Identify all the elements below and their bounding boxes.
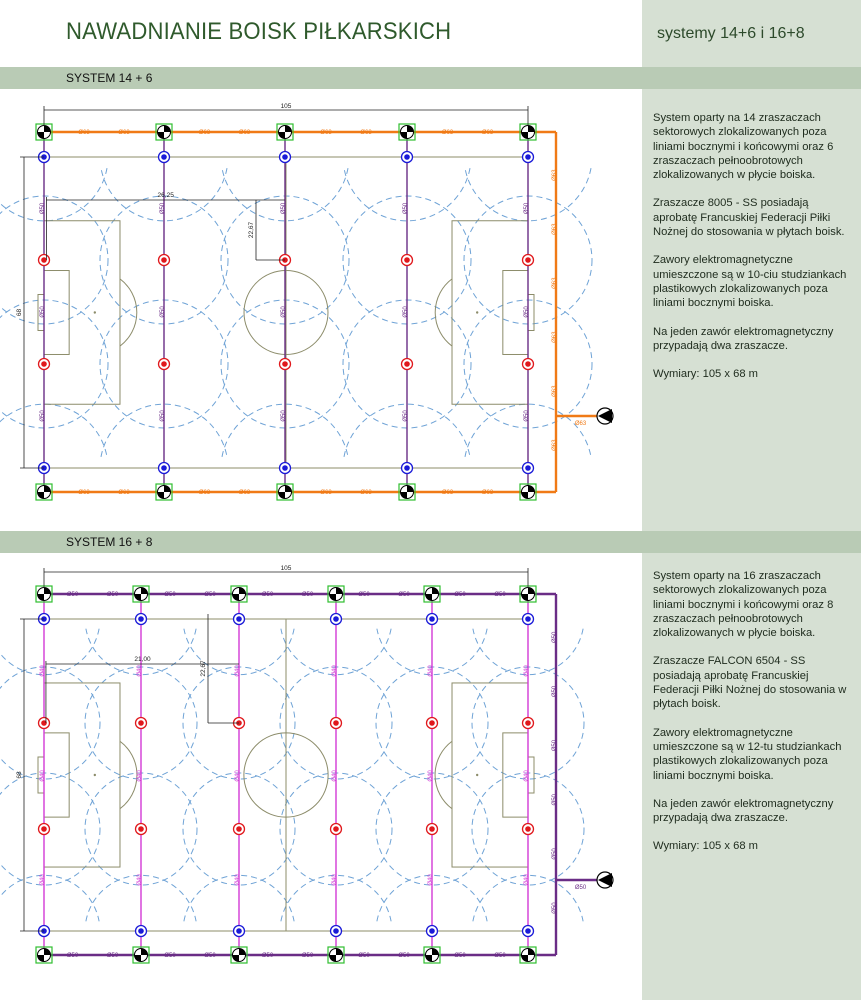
sprinkler-dot (525, 154, 531, 160)
sprinkler-quadrant (528, 949, 535, 956)
sprinkler-dot (429, 616, 435, 622)
sprinkler-dot (161, 361, 167, 367)
system-2-description (653, 569, 853, 868)
spacing-y-label: 22,67 (200, 660, 207, 677)
lateral-pipe-label: Ø40 (332, 665, 338, 677)
lateral-pipe-label: Ø40 (332, 874, 338, 886)
lateral-pipe-label: Ø40 (40, 874, 46, 886)
sprinkler-quadrant (44, 486, 51, 493)
sprinkler-quadrant (233, 594, 240, 601)
sprinkler-quadrant (164, 126, 171, 133)
full-circle-sprinkler-icon (523, 824, 534, 835)
sprinkler-dot (282, 361, 288, 367)
sprinkler-dot (236, 616, 242, 622)
sprinkler-dot (525, 465, 531, 471)
penalty-arc (435, 741, 452, 809)
coverage-arc (0, 629, 99, 675)
main-pipe-label: Ø63 (552, 439, 558, 451)
lateral-pipe-label: Ø40 (235, 770, 241, 782)
sprinkler-quadrant (522, 955, 529, 962)
sprinkler-dot (161, 257, 167, 263)
page-title: NAWADNIANIE BOISK PIŁKARSKICH (66, 18, 452, 45)
sprinkler-quadrant (141, 949, 148, 956)
sprinkler-dot (525, 928, 531, 934)
main-pipe-label: Ø63 (198, 490, 211, 496)
system-1-desc-paragraph: Zraszacze 8005 - SS posiadają aprobatę Francuskiej Federacji Piłki Nożnej do stosowania w płytach boisk. (653, 197, 845, 239)
lateral-pipe-label: Ø40 (137, 874, 143, 886)
sprinkler-quadrant (528, 588, 535, 595)
main-pipe-label: Ø50 (398, 953, 410, 959)
main-pipe-label: Ø50 (454, 953, 466, 959)
full-circle-sprinkler-icon (402, 255, 413, 266)
main-pipe-label: Ø50 (574, 885, 587, 891)
sprinkler-dot (525, 257, 531, 263)
lateral-pipe-label: Ø40 (524, 770, 530, 782)
lateral-pipe-label: Ø40 (235, 874, 241, 886)
sprinkler-dot (525, 826, 531, 832)
main-pipe-label: Ø50 (552, 902, 558, 914)
sprinkler-dot (333, 928, 339, 934)
sprinkler-quadrant (239, 949, 246, 956)
main-pipe-label: Ø63 (441, 490, 454, 496)
main-pipe-label: Ø50 (66, 953, 79, 959)
sector-sprinkler-icon (328, 586, 344, 602)
full-circle-sprinkler-icon (402, 463, 413, 474)
pipe-network (40, 130, 597, 496)
sprinkler-quadrant (38, 594, 45, 601)
sprinkler-quadrant (135, 594, 142, 601)
full-circle-sprinkler-icon (331, 718, 342, 729)
sprinkler-quadrant (330, 955, 337, 962)
pump-arrow-icon (597, 408, 613, 424)
lateral-pipe-label: Ø50 (403, 410, 409, 422)
coverage-arc (0, 404, 107, 457)
main-pipe-label: Ø50 (66, 592, 79, 598)
sprinkler-quadrant (407, 486, 414, 493)
full-circle-sprinkler-icon (427, 614, 438, 625)
sprinkler-quadrant (38, 132, 45, 139)
spacing-x-label: 26,25 (157, 192, 174, 199)
sector-sprinkler-icon (520, 484, 536, 500)
sector-sprinkler-icon (231, 586, 247, 602)
lateral-pipe-label: Ø40 (428, 665, 434, 677)
sprinkler-dot (429, 720, 435, 726)
main-pipe-label: Ø63 (552, 277, 558, 289)
sector-sprinkler-icon (520, 947, 536, 963)
lateral-pipe-label: Ø50 (160, 202, 166, 215)
main-pipe-label: Ø50 (494, 953, 506, 959)
coverage-arc (0, 875, 99, 921)
coverage-circle (0, 196, 108, 324)
main-pipe-label: Ø63 (360, 490, 372, 496)
main-pipe-label: Ø63 (441, 130, 454, 136)
spacing-x-label: 21,00 (134, 656, 151, 663)
system-2-desc-paragraph: Na jeden zawór elektromagnetyczny przypadają dwa zraszacze. (653, 797, 834, 825)
system-1-section-band (0, 67, 861, 89)
full-circle-sprinkler-icon (159, 359, 170, 370)
sprinkler-dot (333, 720, 339, 726)
system-1-desc-paragraph: Wymiary: 105 x 68 m (653, 368, 758, 381)
sector-sprinkler-icon (424, 947, 440, 963)
sprinkler-dot (525, 361, 531, 367)
sprinkler-dot (41, 826, 47, 832)
lateral-pipe-label: Ø40 (235, 665, 241, 677)
sprinkler-dot (161, 154, 167, 160)
sprinkler-quadrant (38, 955, 45, 962)
system-1-irrigation-plan (0, 96, 640, 516)
sprinkler-dot (161, 465, 167, 471)
system-2-section-band (0, 531, 861, 553)
football-field (38, 619, 534, 931)
main-pipe-label: Ø50 (261, 953, 274, 959)
main-pipe-label: Ø50 (358, 953, 370, 959)
full-circle-sprinkler-icon (523, 152, 534, 163)
sector-sprinkler-icon (231, 947, 247, 963)
main-pipe-label: Ø63 (552, 331, 558, 343)
system-1-description (653, 111, 853, 395)
sprinkler-dot (138, 826, 144, 832)
lateral-pipe-label: Ø40 (332, 770, 338, 782)
full-circle-sprinkler-icon (234, 824, 245, 835)
main-pipe-label: Ø63 (574, 421, 587, 427)
main-pipe-label: Ø50 (454, 592, 466, 598)
lateral-pipe-label: Ø50 (160, 306, 166, 318)
width-dimension-label: 68 (16, 308, 23, 317)
main-pipe-label: Ø63 (118, 130, 130, 136)
lateral-pipe-label: Ø50 (524, 202, 530, 215)
sprinkler-quadrant (239, 588, 246, 595)
main-pipe-label: Ø63 (552, 385, 558, 397)
lateral-pipe-label: Ø40 (524, 874, 530, 886)
sprinkler-quadrant (44, 126, 51, 133)
lateral-pipe-label: Ø40 (40, 770, 46, 782)
sprinkler-dot (429, 826, 435, 832)
sprinkler-quadrant (330, 594, 337, 601)
sprinkler-quadrant (528, 126, 535, 133)
main-pipe-label: Ø63 (78, 130, 90, 136)
sprinkler-quadrant (401, 492, 408, 499)
sector-sprinkler-icon (424, 586, 440, 602)
main-pipe-label: Ø50 (164, 592, 176, 598)
full-circle-sprinkler-icon (159, 152, 170, 163)
sector-sprinkler-icon (156, 484, 172, 500)
sprinkler-dot (404, 154, 410, 160)
penalty-spot (476, 774, 478, 776)
main-pipe-label: Ø50 (261, 592, 274, 598)
sprinkler-quadrant (336, 949, 343, 956)
sprinkler-dot (404, 361, 410, 367)
sector-sprinkler-icon (520, 586, 536, 602)
sprinkler-dot (525, 616, 531, 622)
sprinkler-quadrant (233, 955, 240, 962)
system-1-label: SYSTEM 14 + 6 (66, 71, 153, 85)
full-circle-sprinkler-icon (331, 824, 342, 835)
main-pipe-label: Ø50 (106, 953, 119, 959)
main-pipe-label: Ø63 (481, 130, 494, 136)
lateral-pipe-label: Ø40 (428, 874, 434, 886)
sprinkler-dot (404, 257, 410, 263)
main-pipe-label: Ø50 (204, 592, 216, 598)
full-circle-sprinkler-icon (523, 255, 534, 266)
width-dimension-label: 68 (16, 771, 23, 779)
main-pipe-label: Ø50 (164, 953, 176, 959)
sprinkler-quadrant (164, 486, 171, 493)
main-pipe-label: Ø50 (552, 739, 558, 752)
sector-sprinkler-icon (36, 947, 52, 963)
sprinkler-quadrant (279, 492, 286, 499)
main-pipe-label: Ø63 (118, 490, 130, 496)
sprinkler-quadrant (522, 492, 529, 499)
sprinkler-dot (404, 465, 410, 471)
lateral-pipe-label: Ø40 (137, 770, 143, 782)
main-pipe-label: Ø50 (552, 794, 558, 806)
length-dimension-label: 105 (280, 565, 292, 572)
sector-sprinkler-icon (399, 124, 415, 140)
lateral-pipe-label: Ø50 (160, 410, 166, 422)
full-circle-sprinkler-icon (331, 614, 342, 625)
main-pipe-label: Ø50 (552, 631, 558, 643)
sprinkler-dot (525, 720, 531, 726)
main-pipe-label: Ø50 (494, 592, 506, 598)
penalty-box (452, 683, 528, 867)
sprinkler-quadrant (135, 955, 142, 962)
lateral-pipe-label: Ø40 (524, 665, 530, 677)
full-circle-sprinkler-icon (159, 463, 170, 474)
sprinkler-quadrant (38, 492, 45, 499)
coverage-arcs (0, 629, 584, 922)
penalty-spot (476, 311, 478, 313)
full-circle-sprinkler-icon (402, 359, 413, 370)
main-pipe-label: Ø63 (238, 130, 251, 136)
sprinkler-dot (282, 465, 288, 471)
main-pipe-label: Ø63 (360, 130, 372, 136)
full-circle-sprinkler-icon (523, 926, 534, 937)
main-pipe-label: Ø63 (320, 490, 332, 496)
full-circle-sprinkler-icon (136, 614, 147, 625)
main-pipe-label: Ø63 (552, 169, 558, 181)
sprinkler-quadrant (44, 588, 51, 595)
sector-sprinkler-icon (36, 484, 52, 500)
sprinkler-dot (333, 826, 339, 832)
system-1-desc-paragraph: Na jeden zawór elektromagnetyczny przypadają dwa zraszacze. (653, 325, 834, 352)
sprinkler-dot (282, 154, 288, 160)
coverage-arc (0, 168, 107, 221)
sprinkler-quadrant (279, 132, 286, 139)
penalty-box (44, 683, 120, 867)
sprinkler-quadrant (426, 955, 433, 962)
system-2-desc-paragraph: System oparty na 16 zraszaczach sektorowych zlokalizowanych poza liniami bocznymi i końcowymi oraz 8 zraszaczach pełnoobrotowych zlokalizowanych w płycie boiska. (653, 570, 834, 640)
lateral-pipe-label: Ø50 (524, 306, 530, 318)
penalty-arc (120, 279, 137, 346)
main-pipe-label: Ø50 (301, 953, 314, 959)
system-1-desc-paragraph: System oparty na 14 zraszaczach sektorowych zlokalizowanych poza liniami bocznymi i końcowymi oraz 6 zraszaczach pełnoobrotowych zlokalizowanych w płycie boiska. (653, 112, 834, 182)
full-circle-sprinkler-icon (280, 152, 291, 163)
system-2-desc-paragraph: Zraszacze FALCON 6504 - SS posiadają aprobatę Francuskiej Federacji Piłki Nożnej do stosowania w płytach boisk. (653, 655, 847, 711)
lateral-pipe-label: Ø40 (428, 770, 434, 782)
sprinkler-dot (236, 928, 242, 934)
sprinkler-quadrant (285, 486, 292, 493)
full-circle-sprinkler-icon (523, 614, 534, 625)
full-circle-sprinkler-icon (427, 718, 438, 729)
full-circle-sprinkler-icon (280, 463, 291, 474)
main-pipe-label: Ø63 (481, 490, 494, 496)
lateral-pipe-label: Ø40 (137, 665, 143, 677)
full-circle-sprinkler-icon (523, 463, 534, 474)
system-1-desc-paragraph: Zawory elektromagnetyczne umieszczone są w 10-ciu studziankach plastikowych zlokalizowanych poza liniami bocznymi boiska. (653, 254, 847, 310)
lateral-pipe-label: Ø50 (281, 410, 287, 422)
sprinkler-quadrant (432, 949, 439, 956)
sprinkler-dot (41, 361, 47, 367)
lateral-pipe-label: Ø50 (403, 202, 409, 215)
full-circle-sprinkler-icon (136, 718, 147, 729)
lateral-pipe-label: Ø50 (40, 410, 46, 422)
sprinkler-quadrant (426, 594, 433, 601)
sprinkler-quadrant (44, 949, 51, 956)
main-pipe-label: Ø63 (78, 490, 90, 496)
main-pipe-label: Ø50 (106, 592, 119, 598)
lateral-pipe-label: Ø50 (40, 306, 46, 318)
pump-arrow-icon (597, 872, 613, 888)
full-circle-sprinkler-icon (136, 824, 147, 835)
main-pipe-label: Ø50 (552, 848, 558, 860)
sprinkler-dot (429, 928, 435, 934)
sprinkler-quadrant (158, 492, 165, 499)
lateral-pipe-label: Ø50 (281, 306, 287, 318)
sector-sprinkler-icon (277, 484, 293, 500)
system-2-desc-paragraph: Wymiary: 105 x 68 m (653, 840, 758, 853)
main-pipe-label: Ø50 (301, 592, 314, 598)
sector-sprinkler-icon (520, 124, 536, 140)
full-circle-sprinkler-icon (331, 926, 342, 937)
full-circle-sprinkler-icon (159, 255, 170, 266)
lateral-pipe-label: Ø50 (281, 202, 287, 215)
sector-sprinkler-icon (277, 124, 293, 140)
main-pipe-label: Ø63 (238, 490, 251, 496)
main-pipe-label: Ø63 (552, 223, 558, 235)
sector-sprinkler-icon (399, 484, 415, 500)
full-circle-sprinkler-icon (234, 926, 245, 937)
main-pipe-label: Ø50 (398, 592, 410, 598)
main-pipe-label: Ø63 (320, 130, 332, 136)
sprinkler-quadrant (432, 588, 439, 595)
page-subtitle: systemy 14+6 i 16+8 (657, 25, 805, 42)
penalty-spot (94, 311, 96, 313)
sprinkler-quadrant (528, 486, 535, 493)
full-circle-sprinkler-icon (39, 718, 50, 729)
spacing-y-label: 22,67 (248, 221, 255, 239)
full-circle-sprinkler-icon (39, 824, 50, 835)
system-2-label: SYSTEM 16 + 8 (66, 535, 153, 549)
sector-sprinkler-icon (133, 947, 149, 963)
lateral-pipe-label: Ø40 (40, 665, 46, 677)
main-pipe-label: Ø50 (358, 592, 370, 598)
sprinkler-quadrant (158, 132, 165, 139)
system-2-desc-paragraph: Zawory elektromagnetyczne umieszczone są w 12-tu studziankach plastikowych zlokalizowanych poza liniami bocznymi boiska. (653, 726, 842, 782)
lateral-pipe-label: Ø50 (403, 306, 409, 318)
lateral-pipe-label: Ø50 (40, 202, 46, 215)
full-circle-sprinkler-icon (280, 359, 291, 370)
full-circle-sprinkler-icon (427, 824, 438, 835)
sector-sprinkler-icon (156, 124, 172, 140)
sprinkler-dot (41, 257, 47, 263)
full-circle-sprinkler-icon (427, 926, 438, 937)
full-circle-sprinkler-icon (136, 926, 147, 937)
sprinkler-dot (333, 616, 339, 622)
system-2-irrigation-plan (0, 558, 640, 988)
sector-sprinkler-icon (36, 124, 52, 140)
main-pipe-label: Ø50 (204, 953, 216, 959)
lateral-pipe-label: Ø50 (524, 410, 530, 422)
sprinkler-quadrant (522, 594, 529, 601)
sprinkler-quadrant (336, 588, 343, 595)
sector-sprinkler-icon (36, 586, 52, 602)
sprinkler-dot (236, 826, 242, 832)
penalty-spot (94, 774, 96, 776)
full-circle-sprinkler-icon (523, 718, 534, 729)
full-circle-sprinkler-icon (39, 255, 50, 266)
sector-sprinkler-icon (328, 947, 344, 963)
main-pipe-label: Ø50 (552, 685, 558, 698)
sprinkler-quadrant (285, 126, 292, 133)
full-circle-sprinkler-icon (39, 359, 50, 370)
sprinkler-quadrant (401, 132, 408, 139)
sprinkler-dot (138, 928, 144, 934)
penalty-arc (120, 741, 137, 809)
length-dimension-label: 105 (280, 103, 292, 110)
full-circle-sprinkler-icon (402, 152, 413, 163)
sprinkler-quadrant (407, 126, 414, 133)
sector-sprinkler-icon (133, 586, 149, 602)
full-circle-sprinkler-icon (523, 359, 534, 370)
goal-area (44, 271, 69, 355)
coverage-circle (0, 300, 108, 428)
sprinkler-dot (138, 616, 144, 622)
full-circle-sprinkler-icon (234, 614, 245, 625)
sprinkler-quadrant (522, 132, 529, 139)
main-pipe-label: Ø63 (198, 130, 211, 136)
sprinkler-quadrant (141, 588, 148, 595)
sprinkler-dot (138, 720, 144, 726)
